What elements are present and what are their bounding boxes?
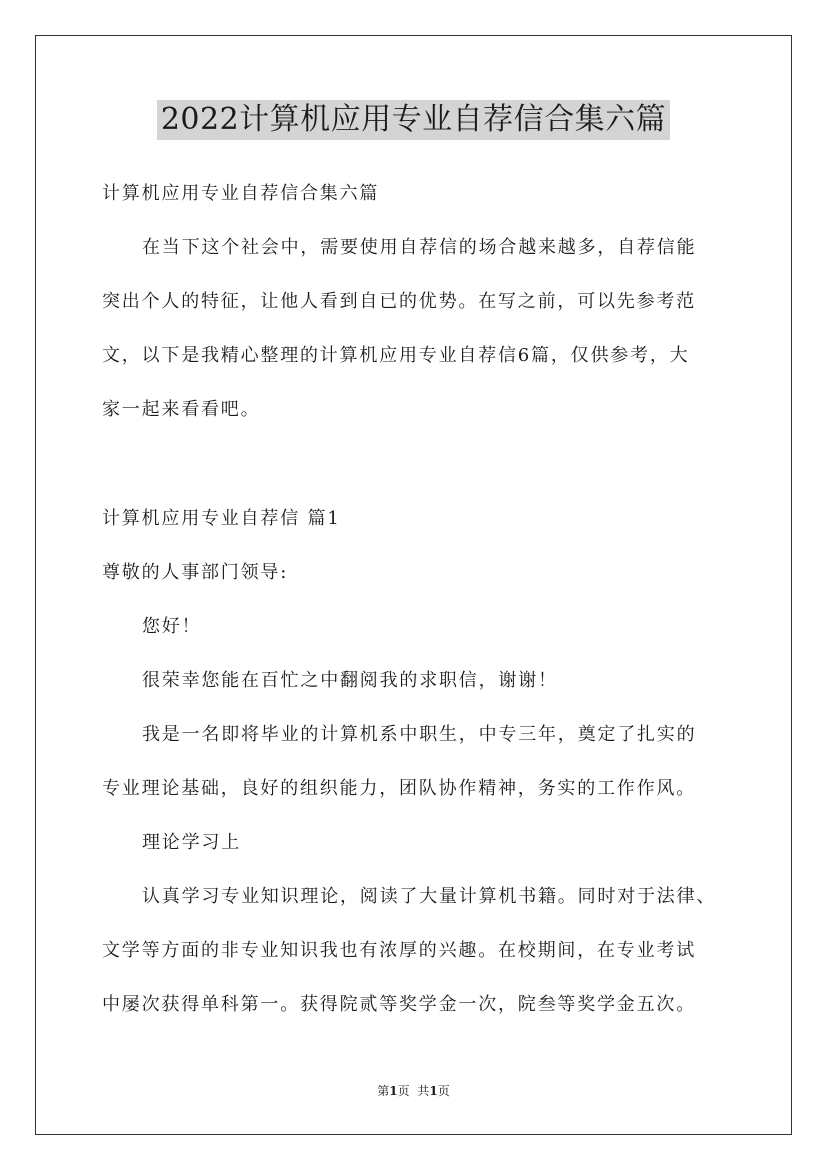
document-title: 2022计算机应用专业自荐信合集六篇 — [157, 100, 670, 140]
paragraph-line: 家一起来看看吧。 — [102, 399, 261, 420]
paragraph-line: 突出个人的特征，让他人看到自已的优势。在写之前，可以先参考范 — [102, 291, 696, 312]
paragraph-line: 我是一名即将毕业的计算机系中职生，中专三年，奠定了扎实的 — [142, 724, 697, 745]
title-container — [0, 100, 827, 140]
paragraph-line: 在当下这个社会中，需要使用自荐信的场合越来越多，自荐信能 — [142, 237, 697, 258]
greeting: 您好！ — [142, 616, 202, 637]
paragraph-line: 很荣幸您能在百忙之中翻阅我的求职信，谢谢！ — [142, 670, 558, 691]
paragraph-line: 专业理论基础，良好的组织能力，团队协作精神，务实的工作作风。 — [102, 778, 696, 799]
page-suffix: 页 — [397, 1084, 410, 1098]
paragraph-line: 文，以下是我精心整理的计算机应用专业自荐信6篇，仅供参考，大 — [102, 345, 690, 366]
subheading: 理论学习上 — [142, 832, 241, 853]
page-number: 1 — [389, 1084, 398, 1098]
subtitle-line: 计算机应用专业自荐信合集六篇 — [102, 183, 380, 204]
paragraph-line: 中屡次获得单科第一。获得院贰等奖学金一次，院叁等奖学金五次。 — [102, 994, 696, 1015]
salutation: 尊敬的人事部门领导: — [102, 562, 289, 583]
paragraph-line: 文学等方面的非专业知识我也有浓厚的兴趣。在校期间，在专业考试 — [102, 940, 696, 961]
page-footer — [0, 1083, 827, 1099]
total-prefix: 共 — [417, 1084, 430, 1098]
total-pages: 1 — [429, 1084, 438, 1098]
paragraph-line: 认真学习专业知识理论，阅读了大量计算机书籍。同时对于法律、 — [142, 886, 717, 907]
section-heading: 计算机应用专业自荐信 篇1 — [102, 508, 341, 529]
total-suffix: 页 — [437, 1084, 450, 1098]
page-prefix: 第 — [377, 1084, 390, 1098]
